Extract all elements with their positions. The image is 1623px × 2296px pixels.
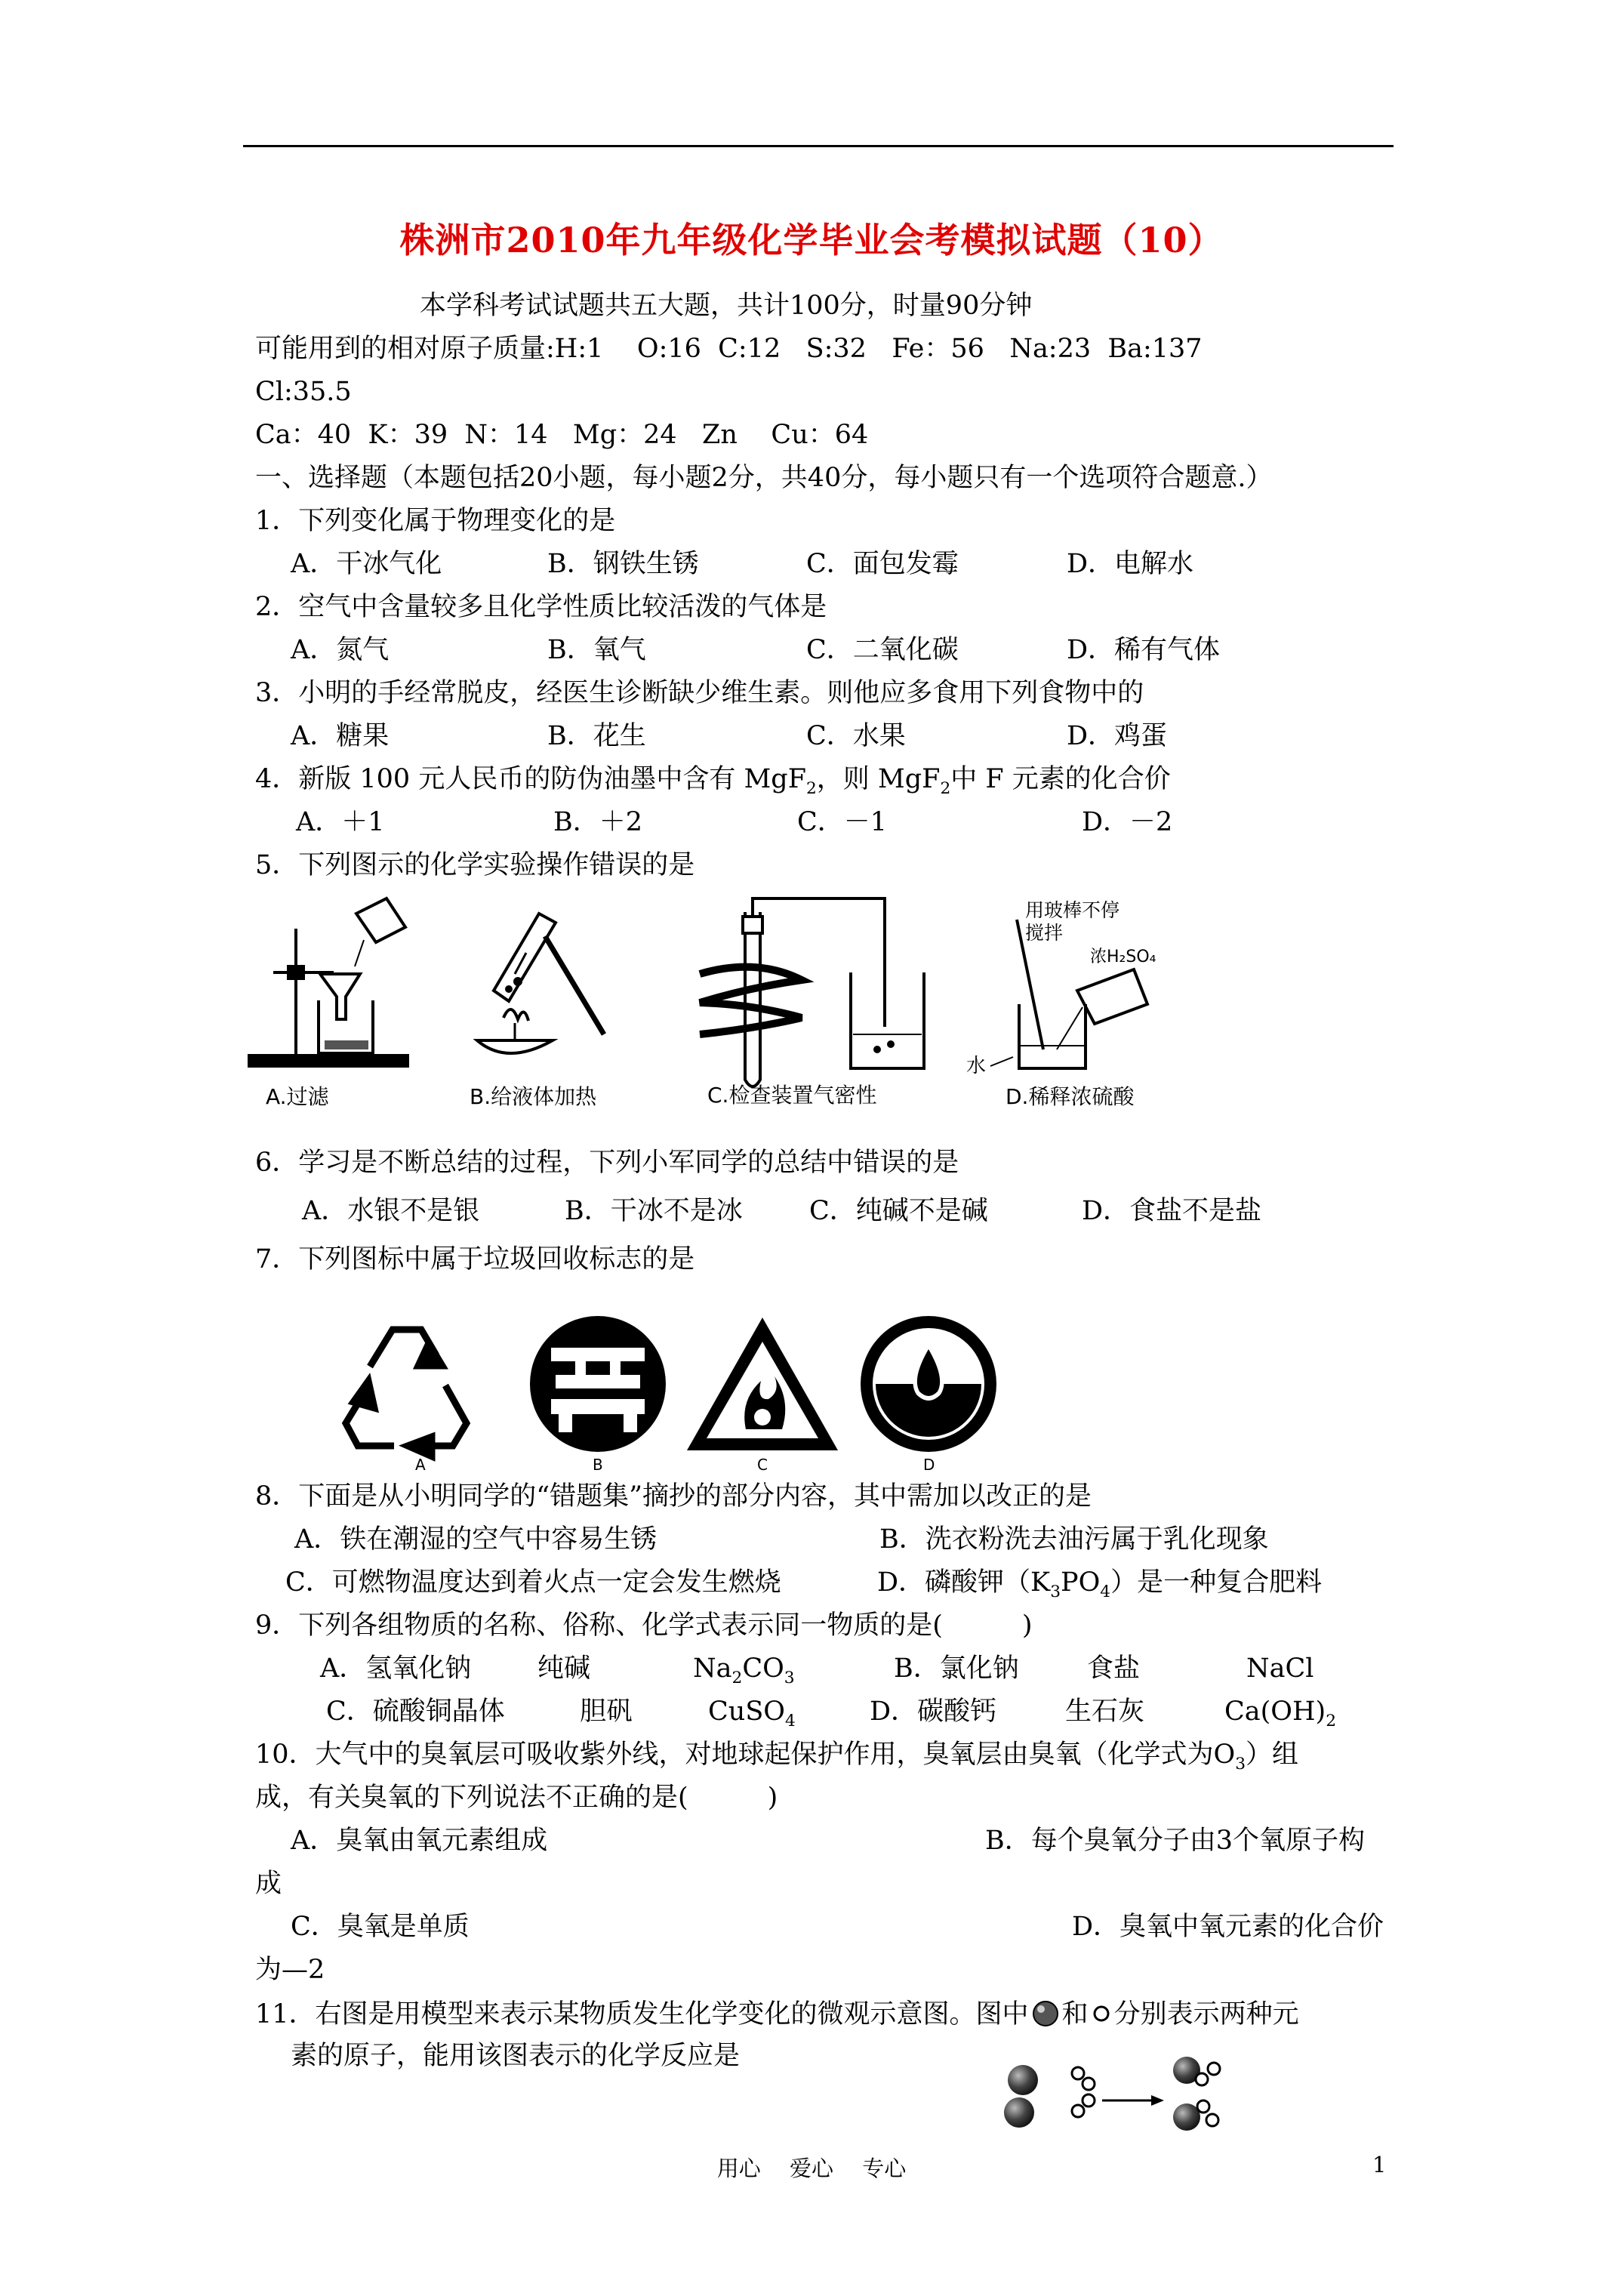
filtration-apparatus	[249, 898, 408, 1066]
option: A．氢氧化钠	[320, 1653, 472, 1684]
dark-atom-icon	[1029, 2000, 1062, 2027]
option: B．钢铁生锈	[547, 549, 699, 579]
question-stem: 7．下列图标中属于垃圾回收标志的是	[255, 1244, 695, 1274]
option: 生石灰	[1065, 1697, 1145, 1727]
option: B．每个臭氧分子由3个氧原子构	[985, 1826, 1365, 1856]
section-heading: 一、选择题（本题包括20小题，每小题2分，共40分，每小题只有一个选项符合题意.）	[255, 463, 1273, 493]
lab-operations-figure	[243, 891, 1247, 1117]
diluting-acid	[990, 920, 1147, 1068]
question-stem: 11．右图是用模型来表示某物质发生化学变化的微观示意图。图中 和 分别表示两种元	[255, 1999, 1299, 2029]
option: A．＋1	[296, 807, 385, 837]
atomic-mass-line: Ca：40 K：39 N：14 Mg：24 Zn Cu：64	[255, 420, 869, 450]
question-stem: 3．小明的手经常脱皮，经医生诊断缺少维生素。则他应多食用下列食物中的	[255, 678, 1144, 708]
reaction-diagram	[989, 2054, 1246, 2137]
test-tube-heating	[477, 914, 604, 1053]
option: A．糖果	[291, 721, 390, 751]
question-stem: 4．新版 100 元人民币的防伪油墨中含有 MgF$_2$，则 MgF$_2$中 F 元素的化合价	[255, 764, 1171, 798]
option: A．氮气	[291, 635, 390, 665]
option: B．氧气	[547, 635, 646, 665]
header-rule	[243, 145, 1394, 147]
question-stem: 8．下面是从小明同学的“错题集”摘抄的部分内容，其中需加以改正的是	[255, 1481, 1092, 1512]
question-stem: 素的原子，能用该图表示的化学反应是	[291, 2041, 741, 2071]
figure-note: 水	[966, 1055, 987, 1077]
figure-note: 搅拌	[1025, 922, 1064, 944]
option-continued: 为—2	[255, 1955, 325, 1985]
symbol-label: A	[415, 1456, 426, 1472]
option: D．食盐不是盐	[1082, 1196, 1262, 1226]
question-stem: 成，有关臭氧的下列说法不正确的是( )	[255, 1783, 778, 1813]
intro-text: 本学科考试试题共五大题，共计100分，时量90分钟	[420, 291, 1033, 321]
option: A．干冰气化	[291, 549, 442, 579]
option: B．洗衣粉洗去油污属于乳化现象	[879, 1524, 1269, 1555]
figure-label: C.检查装置气密性	[707, 1083, 877, 1108]
formula: NaCl	[1246, 1653, 1314, 1684]
flammable-warning-icon	[687, 1318, 838, 1450]
footer-motto: 用心 爱心 专心	[716, 2156, 907, 2181]
option: C．可燃物温度达到着火点一定会发生燃烧	[285, 1567, 781, 1598]
atomic-mass-line: 可能用到的相对原子质量:H:1 O:16 C:12 S:32 Fe：56 Na:23 Ba:137	[255, 334, 1203, 364]
figure-note: 用玻棒不停	[1025, 899, 1120, 921]
option: A．水银不是银	[302, 1196, 480, 1226]
option: B．干冰不是冰	[565, 1196, 743, 1226]
option: 胆矾	[580, 1697, 633, 1727]
option: D．臭氧中氧元素的化合价	[1072, 1912, 1384, 1942]
formula: CuSO$_4$	[708, 1697, 796, 1730]
option-continued: 成	[255, 1869, 282, 1899]
question-stem: 6．学习是不断总结的过程，下列小军同学的总结中错误的是	[255, 1148, 959, 1178]
page-number: 1	[1372, 2152, 1387, 2177]
light-atom-icon	[1089, 2000, 1114, 2027]
figure-label: B.给液体加热	[470, 1084, 597, 1109]
question-stem: 2．空气中含量较多且化学性质比较活泼的气体是	[255, 592, 827, 622]
option: C．硫酸铜晶体	[326, 1697, 505, 1727]
symbol-label: C	[757, 1456, 768, 1472]
option: B．氯化钠	[894, 1653, 1019, 1684]
option: C．－1	[797, 807, 888, 837]
question-stem: 9．下列各组物质的名称、俗称、化学式表示同一物质的是( )	[255, 1610, 1033, 1641]
option: C．二氧化碳	[806, 635, 959, 665]
option: D．电解水	[1067, 549, 1194, 579]
option: D．碳酸钙	[870, 1697, 997, 1727]
figure-label: D.稀释浓硫酸	[1006, 1084, 1135, 1109]
formula: $Ca(OH)_2$	[1224, 1697, 1336, 1730]
airtightness-check	[700, 898, 924, 1086]
circle-symbol-icon	[530, 1316, 666, 1452]
page-title: 株洲市2010年九年级化学毕业会考模拟试题（10）	[399, 220, 1224, 260]
symbol-label: D	[923, 1456, 935, 1472]
option: C．臭氧是单质	[291, 1912, 470, 1942]
option: D．鸡蛋	[1067, 721, 1168, 751]
option: 食盐	[1087, 1653, 1141, 1684]
symbols-figure	[332, 1302, 1163, 1472]
option: C．面包发霉	[806, 549, 959, 579]
option: B．花生	[547, 721, 646, 751]
formula: $Na_2CO_3$	[693, 1653, 795, 1687]
atomic-mass-line: Cl:35.5	[255, 377, 352, 407]
question-stem: 5．下列图示的化学实验操作错误的是	[255, 850, 695, 880]
option: C．纯碱不是碱	[809, 1196, 988, 1226]
symbol-label: B	[593, 1456, 603, 1472]
question-stem: 10．大气中的臭氧层可吸收紫外线，对地球起保护作用，臭氧层由臭氧（化学式为$O_3$）组	[255, 1740, 1299, 1774]
figure-note: 浓H₂SO₄	[1090, 948, 1156, 966]
option: A．臭氧由氧元素组成	[291, 1826, 548, 1856]
option: D．磷酸钾$(K_3PO_4)$是一种复合肥料	[877, 1567, 1323, 1601]
option: C．水果	[806, 721, 906, 751]
figure-label: A.过滤	[266, 1084, 329, 1109]
option: B．＋2	[553, 807, 642, 837]
option: D．稀有气体	[1067, 635, 1221, 665]
option: D．－2	[1082, 807, 1173, 837]
option: A．铁在潮湿的空气中容易生锈	[294, 1524, 658, 1555]
water-drop-icon	[861, 1316, 996, 1452]
recycle-icon	[346, 1330, 467, 1456]
question-stem: 1．下列变化属于物理变化的是	[255, 506, 616, 536]
option: 纯碱	[537, 1653, 591, 1684]
